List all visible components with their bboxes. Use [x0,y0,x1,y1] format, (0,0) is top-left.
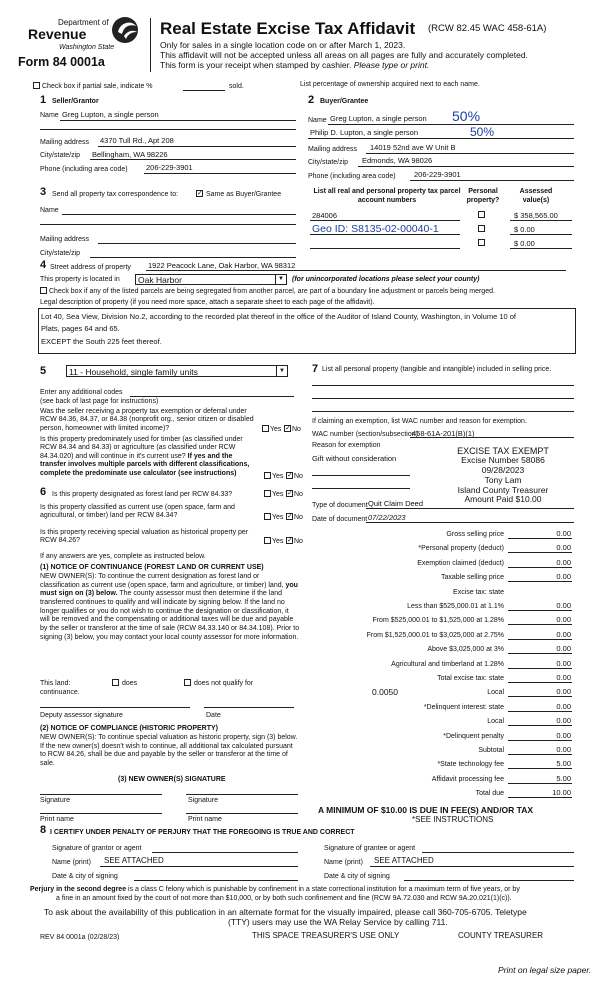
no-label: No [294,538,303,545]
q3-no-checkbox[interactable]: ✓ [287,490,293,497]
no-label: No [292,426,301,433]
seller-city-label: City/state/zip [40,152,81,159]
buyer-phone[interactable]: 206-229-3901 [414,170,461,179]
yes-label: Yes [272,538,284,545]
yes-label: Yes [270,426,282,433]
calc-value[interactable]: 0.00 [556,658,571,668]
does-not-qualify-checkbox[interactable] [184,679,191,686]
assessed-value[interactable]: $ 0.00 [514,239,535,248]
if-yes-note: If any answers are yes, complete as instructed below. [40,553,206,560]
calc-value[interactable]: 5.00 [556,759,571,769]
notice-compliance-heading: (2) NOTICE OF COMPLIANCE (HISTORIC PROPERTY) [40,725,218,732]
perjury-line1: Perjury in the second degree is a class C felony which is punishable by confinement in a state correctional institution for a maximum term of five years, or by [30,886,520,893]
dor-logo [14,14,144,74]
yes-label: Yes [272,514,284,521]
stamp-line2: Excise Number 58086 [461,455,545,466]
personal-property-label: List all personal property (tangible and intangible) included in selling price. [322,366,552,373]
section-6-number: 6 [40,486,47,498]
section-3-label: Send all property tax correspondence to: [52,191,179,198]
buyer-city-label: City/state/zip [308,159,349,166]
parcel-header: List all real and personal property tax parcel account numbers [313,188,461,204]
calc-label: From $1,525,000.01 to $3,025,000 at 2.75% [366,631,504,639]
notice-continuance-heading: (1) NOTICE OF CONTINUANCE (FOREST LAND OR CURRENT USE) [40,564,264,571]
q3-yes-checkbox[interactable] [264,490,271,497]
q4-no-checkbox[interactable]: ✓ [287,513,293,520]
dept-line3: Washington State [59,44,115,51]
q5-yes-checkbox[interactable] [264,537,271,544]
reason-label: Reason for exemption [312,442,381,449]
alt-format-line1: To ask about the availability of this publication in an alternate format for the visually impaired, please call 360-705-6705. Teletype [44,907,527,917]
calc-label: Less than $525,000.01 at 1.1% [407,603,504,610]
buyer-name-label: Name [308,117,327,124]
wac-number[interactable]: 458-61A-201(B)(1) [412,429,475,438]
no-label: No [294,514,303,521]
calc-label: From $525,000.01 to $1,525,000 at 1.28% [372,617,504,625]
calc-value[interactable]: 0.00 [556,716,571,726]
grantee-date-label: Date & city of signing [324,873,390,880]
does-qualify-checkbox[interactable] [112,679,119,686]
assessed-value-header: Assessed value(s) [519,188,553,204]
calc-value[interactable]: 10.00 [552,788,571,798]
seller-mail-label: Mailing address [40,139,90,146]
chevron-down-icon[interactable]: ▼ [276,366,287,376]
calc-value[interactable]: 0.00 [556,543,571,553]
personal-property-checkbox[interactable] [478,225,485,232]
forest-question: Is this property designated as forest land per RCW 84.33? [52,491,233,498]
q4-yes-checkbox[interactable] [264,513,271,520]
dept-line1: Department of [58,18,109,27]
buyer-mail-label: Mailing address [308,146,358,153]
land-use-select[interactable] [66,365,288,377]
grantor-name-label: Name (print) [52,859,91,866]
legal-desc-line3: EXCEPT the South 225 feet thereof. [41,337,162,346]
calc-value[interactable]: 0.00 [556,615,571,625]
located-in-label: This property is located in [40,276,120,283]
street-address-label: Street address of property [50,264,131,271]
timber-question: Is this property predominately used for timber (as classified under RCW 84.34 and 84.33) or agriculture (as classified under RCW 84.34.020) and will continue in it's current use? If yes and the transfer involves multiple parcels with different classifications, complete the predominate use calculator (see instructions) [40,436,250,477]
minimum-due: A MINIMUM OF $10.00 IS DUE IN FEE(S) AND/OR TAX [318,805,534,815]
q1-yes-checkbox[interactable] [262,425,269,432]
additional-codes-note: (see back of last page for instructions) [40,398,159,405]
ownership-note: List percentage of ownership acquired next to each name. [300,81,480,88]
owner-print-label: Print name [40,816,74,823]
additional-codes-label: Enter any additional codes [40,389,123,396]
reason-value[interactable]: Gift without consideration [312,454,397,463]
calc-value[interactable]: 0.00 [556,629,571,639]
owner-print-label: Print name [188,816,222,823]
sec3-mail-label: Mailing address [40,236,90,243]
section-8-number: 8 [40,824,47,836]
yes-label: Yes [272,491,284,498]
calc-value[interactable]: 0.00 [556,644,571,654]
buyer-pct-1: 50% [452,108,481,124]
calc-value[interactable]: 0.00 [556,745,571,754]
form-number: Form 84 0001a [18,55,105,69]
grantee-sig-label: Signature of grantee or agent [324,845,416,852]
grantee-name[interactable]: SEE ATTACHED [374,856,434,865]
chevron-down-icon[interactable]: ▼ [275,275,286,284]
buyer-name-2[interactable]: Philip D. Lupton, a single person [310,128,418,137]
calc-label: Total excise tax: state [437,675,504,682]
stamp-line6: Amount Paid $10.00 [464,494,542,505]
no-label: No [294,473,303,480]
assessed-value[interactable]: $ 0.00 [514,225,535,234]
grantor-sig-label: Signature of grantor or agent [52,845,142,852]
calc-value[interactable]: 0.00 [556,701,571,711]
treasurer-stamp [430,446,576,505]
exemption-claim-label: If claiming an exemption, list WAC number and reason for exemption. [312,418,527,425]
notice-continuance-text: NEW OWNER(S): To continue the current designation as forest land or classification as current use (open space, farm and agriculture, or timber) land, you must sign on (3) below. The county assessor must then determine if the land transferred continues to qualify and will indicate by signing below. If the land no longer qualifies or you do not wish to continue the designation or classification, it will be removed and the compensating or additional taxes will be due and payable by the seller or transferor at the time of sale (RCW 84.33.140 or 84.34.108). Prior to signing (3) below, you may contact your local county assessor for more information. [40,573,300,641]
seller-name-label: Name [40,112,59,119]
buyer-phone-label: Phone (including area code) [308,173,396,180]
stamp-line3: 09/28/2023 [481,465,525,476]
calc-label: *State technology fee [437,761,504,769]
doc-date-value[interactable]: 07/22/2023 [368,513,406,522]
calc-label: Total due [475,790,504,798]
doc-date-label: Date of document [312,516,368,523]
deputy-date-label: Date [206,712,221,719]
section-5-number: 5 [40,365,47,377]
stamp-line5: Island County Treasurer [457,484,549,495]
owner-signature-label: Signature [40,797,70,804]
calc-label: Agricultural and timberland at 1.28% [391,660,504,668]
owner-signature-label: Signature [188,797,218,804]
section-2-number: 2 [308,94,315,106]
yes-label: Yes [272,473,284,480]
doc-type-value[interactable]: Quit Claim Deed [368,499,424,508]
wac-label: WAC number (section/subsection) [312,431,418,438]
land-use-value: 11 - Household, single family units [69,367,198,377]
section-3-number: 3 [40,186,47,198]
located-note: (for unincorporated locations please select your county) [292,276,480,283]
form-title: Real Estate Excise Tax Affidavit [160,19,416,38]
assessed-value[interactable]: $ 358,565.00 [514,211,558,220]
calc-value[interactable]: 0.00 [556,557,571,567]
see-instructions: *SEE INSTRUCTIONS [412,815,494,824]
perjury-line2: a fine in an amount fixed by the court of not more than $10,000, or by both such confinement and fine (RCW 9A.72.030 and RCW 9A.20.021(1)(c)). [56,895,512,902]
alt-format-line2: (TTY) users may use the WA Relay Service by calling 711. [228,917,448,927]
wa-swirl-icon [110,16,142,44]
seller-heading: Seller/Grantor [52,98,99,105]
buyer-city[interactable]: Edmonds, WA 98026 [362,156,433,165]
q2-yes-checkbox[interactable] [264,472,271,479]
seller-city[interactable]: Bellingham, WA 98226 [92,150,168,159]
calc-label: Excise tax: state [453,588,504,596]
calc-label: Gross selling price [446,531,504,538]
section-4-number: 4 [40,259,47,271]
street-address[interactable]: 1922 Peacock Lane, Oak Harbor, WA 98312 [148,261,296,270]
legal-size-note: Print on legal size paper. [498,966,592,975]
local-rate[interactable]: 0.0050 [372,687,398,698]
revision-number: REV 84 0001a (02/28/23) [40,934,120,941]
segregated-checkbox[interactable] [40,287,47,294]
calc-label: Local [487,718,504,726]
calc-value[interactable]: 0.00 [556,687,571,697]
grantor-date-label: Date & city of signing [52,873,118,880]
does-not-label: does not qualify for [194,680,254,687]
q5-no-checkbox[interactable]: ✓ [287,537,293,544]
seller-phone[interactable]: 206-229-3901 [146,163,193,172]
notice-compliance-text: NEW OWNER(S): To continue special valuation as historic property, sign (3) below. If the new owner(s) doesn't wish to continue, all additional tax calculated pursuant to RCW 84.26, shall be due and payable by the seller or transferor at the time of sale. [40,734,298,768]
stamp-line1: EXCISE TAX EXEMPT [457,446,549,456]
seller-mail[interactable]: 4370 Tull Rd., Apt 208 [100,136,174,145]
calc-label: Above $3,025,000 at 3% [427,646,504,654]
partial-sale-checkbox[interactable] [33,82,40,89]
calc-label: Subtotal [478,747,504,754]
legal-desc-label: Legal description of property (if you need more space, attach a separate sheet to each page of the affidavit). [40,299,375,306]
personal-property-header: Personal property? [466,188,500,204]
calc-label: Taxable selling price [440,574,504,582]
calc-label: *Delinquent penalty [443,732,504,740]
form-subtitle-3: This form is your receipt when stamped by cashier. Please type or print. [160,60,430,70]
personal-property-checkbox[interactable] [478,239,485,246]
calc-value[interactable]: 0.00 [556,601,571,610]
doc-type-label: Type of document [312,502,368,509]
segregated-label: Check box if any of the listed parcels are being segregated from another parcel, are part of a boundary line adjustment or parcels being merged. [49,288,495,295]
seller-phone-label: Phone (including area code) [40,166,128,173]
form-subtitle-1: Only for sales in a single location code on or after March 1, 2023. [160,40,406,50]
q1-no-checkbox[interactable]: ✓ [285,425,291,432]
personal-property-checkbox[interactable] [478,211,485,218]
certify-label: I CERTIFY UNDER PENALTY OF PERJURY THAT THE FOREGOING IS TRUE AND CORRECT [50,829,355,836]
sec3-name-label: Name [40,207,59,214]
exemption-question: Was the seller receiving a property tax exemption or deferral under RCW 84.36, 84.37, or 84.38 (nonprofit org., senior citizen or disabled person, homeowner with limited income)? [40,408,254,432]
section-1-number: 1 [40,94,47,106]
buyer-name-1[interactable]: Greg Lupton, a single person [330,114,427,123]
historic-question: Is this property receiving special valuation as historical property per RCW 84.26? [40,529,249,545]
q2-no-checkbox[interactable]: ✓ [287,472,293,479]
parcel-number[interactable]: 284006 [312,211,338,220]
this-land-label: This land: [40,680,71,687]
calc-label: Exemption claimed (deduct) [417,559,504,567]
grantee-name-label: Name (print) [324,859,363,866]
same-as-buyer-label: Same as Buyer/Grantee [206,191,282,198]
treasurer-use-only: THIS SPACE TREASURER'S USE ONLY [252,931,400,940]
buyer-mail[interactable]: 14019 52nd ave W Unit B [370,143,456,152]
legal-desc-line1: Lot 40, Sea View, Division No.2, according to the recorded plat thereof in the office of the Auditor of Island County, Washington, in Volume 10 of [41,312,517,321]
buyer-heading: Buyer/Grantee [320,98,369,105]
stamp-line4: Tony Lam [484,474,522,485]
calc-value[interactable]: 0.00 [556,529,571,538]
form-subtitle-2: This affidavit will not be accepted unless all areas on all pages are fully and accurately completed. [160,50,528,60]
buyer-pct-2: 50% [470,125,495,139]
county-treasurer: COUNTY TREASURER [458,931,544,940]
calc-label: Local [487,689,504,697]
sec3-city-label: City/state/zip [40,250,81,257]
partial-sale-suffix: sold. [229,83,244,90]
location-select[interactable] [135,274,287,285]
parcel-number[interactable]: Geo ID: S8135-02-00040-1 [312,223,439,235]
no-label: No [294,491,303,498]
section-7-number: 7 [312,363,319,375]
deputy-sig-label: Deputy assessor signature [40,712,123,719]
calc-value[interactable]: 5.00 [556,773,571,783]
seller-name[interactable]: Greg Lupton, a single person [62,110,159,119]
grantor-name[interactable]: SEE ATTACHED [104,856,164,865]
does-label: does [122,680,138,687]
partial-sale-label: Check box if partial sale, indicate % [42,83,153,90]
location-select-value: Oak Harbor [138,275,182,285]
current-use-question: Is this property classified as current use (open space, farm and agricultural, or timber) land per RCW 84.34? [40,504,235,520]
legal-desc-line2: Plats, pages 64 and 65. [41,324,120,333]
continuance-label: continuance. [40,689,80,696]
calc-value[interactable]: 0.00 [556,730,571,740]
calc-label: *Personal property (deduct) [418,545,504,553]
calc-value[interactable]: 0.00 [556,572,571,582]
calc-label: *Delinquent interest: state [423,703,504,711]
calc-label: Affidavit processing fee [431,775,504,783]
calc-value[interactable]: 0.00 [556,673,571,682]
same-as-buyer-checkbox[interactable]: ✓ [197,190,203,197]
legal-description-box[interactable] [38,308,576,354]
form-citation: (RCW 82.45 WAC 458-61A) [428,23,547,34]
new-owner-sig-heading: (3) NEW OWNER(S) SIGNATURE [118,776,226,783]
dept-line2: Revenue [28,26,87,42]
